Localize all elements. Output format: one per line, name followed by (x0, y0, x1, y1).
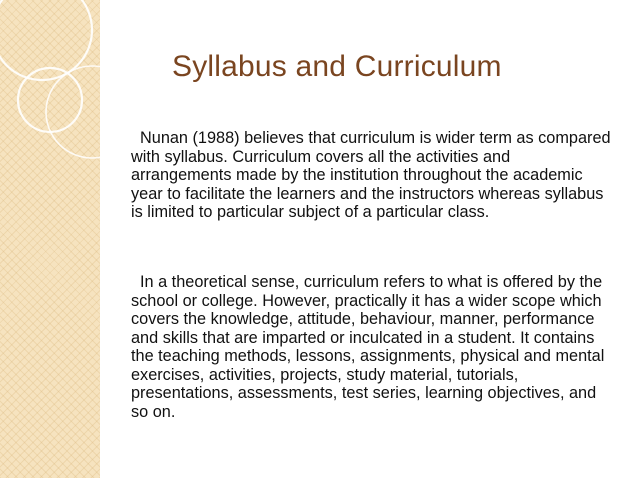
paragraph-text: Nunan (1988) believes that curriculum is wider term as compared with syllabus. Curriculum covers all the activities and arrangements made by the institution throughout the academic year to facilitate the learners and the instructors whereas syllabus is limited to particular subject of a particular class. (131, 129, 611, 221)
paragraph-theoretical-sense (131, 273, 611, 421)
slide-title: Syllabus and Curriculum (172, 50, 502, 83)
decorative-swirl-icon (0, 0, 100, 200)
paragraph-text: In a theoretical sense, curriculum refers to what is offered by the school or college. However, practically it has a wider scope which covers the knowledge, attitude, behaviour, manner, performance and skills that are imparted or inculcated in a student. It contains the teaching methods, lessons, assignments, physical and mental exercises, activities, projects, study material, tutorials, presentations, assessments, test series, learning objectives, and so on. (131, 273, 605, 421)
decorative-sidebar (0, 0, 100, 478)
paragraph-curriculum-vs-syllabus (131, 129, 611, 222)
